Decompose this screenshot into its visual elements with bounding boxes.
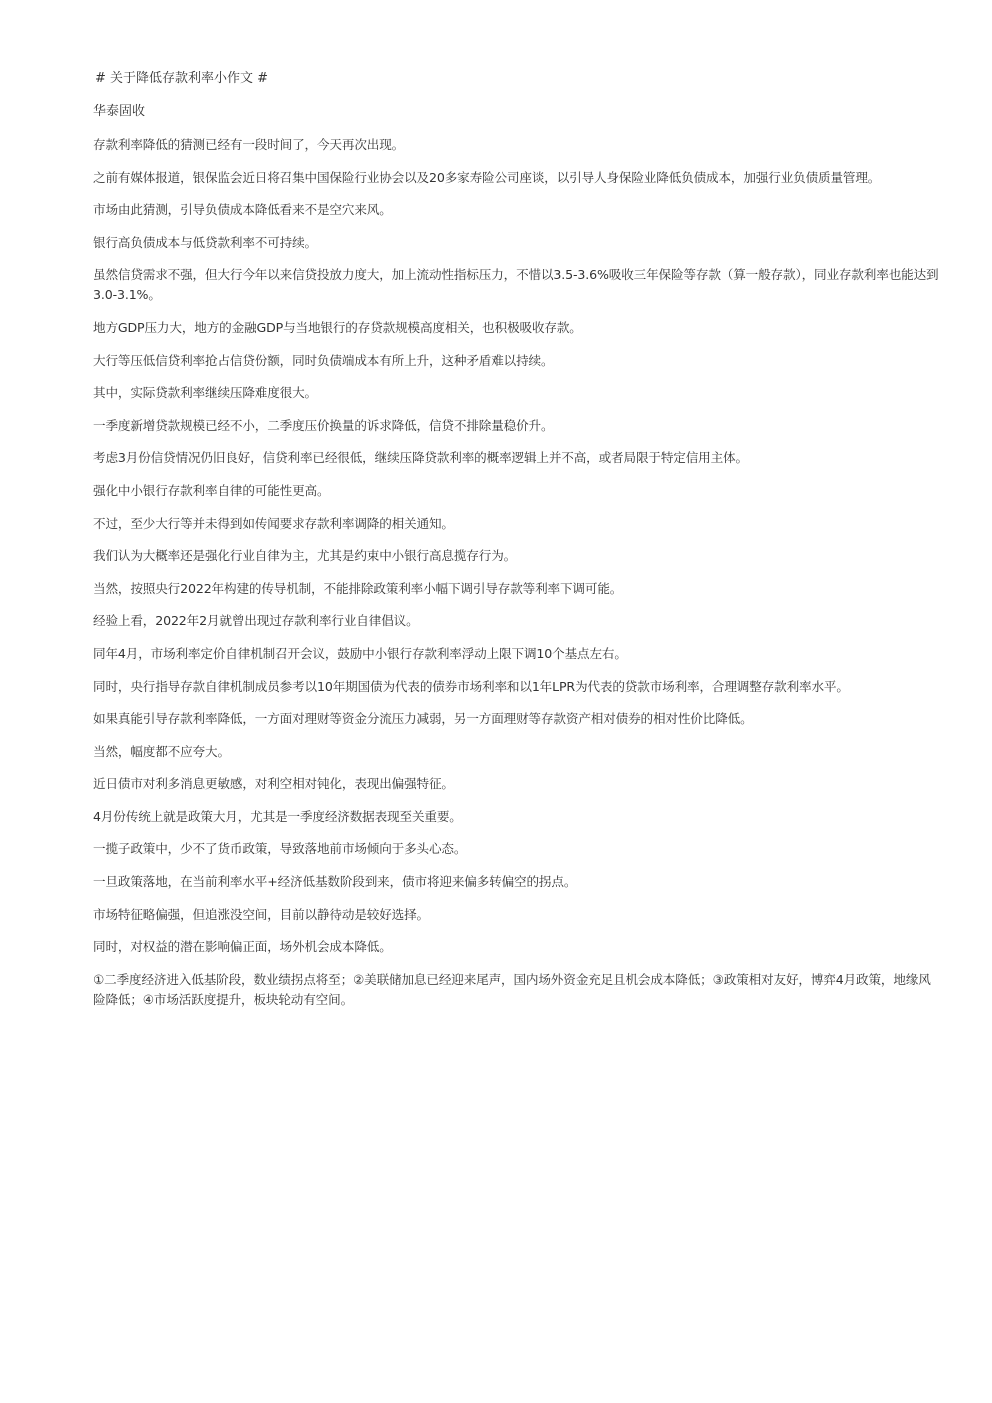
paragraph: 不过，至少大行等并未得到如传闻要求存款利率调降的相关通知。 (93, 515, 454, 531)
paragraph: 同时，央行指导存款自律机制成员参考以10年期国债为代表的债券市场利率和以1年LPR为代表的贷款市场利率，合理调整存款利率水平。 (93, 678, 849, 694)
paragraph: 近日债市对利多消息更敏感，对利空相对钝化，表现出偏强特征。 (93, 776, 454, 792)
paragraph: 地方GDP压力大，地方的金融GDP与当地银行的存贷款规模高度相关，也积极吸收存款。 (93, 319, 582, 335)
paragraph: 我们认为大概率还是强化行业自律为主，尤其是约束中小银行高息揽存行为。 (93, 548, 517, 564)
paragraph: ①二季度经济进入低基阶段，数业绩拐点将至；②美联储加息已经迎来尾声，国内场外资金充足且机会成本降低；③政策相对友好，博弈4月政策，地缘风险降低；④市场活跃度提升，板块轮动有空间。 (93, 971, 931, 1007)
document-author: 华泰固收 (93, 104, 146, 119)
paragraph: 一季度新增贷款规模已经不小，二季度压价换量的诉求降低，信贷不排除量稳价升。 (93, 417, 554, 433)
paragraph: 大行等压低信贷利率抢占信贷份额，同时负债端成本有所上升，这种矛盾难以持续。 (93, 352, 554, 368)
paragraph: 其中，实际贷款利率继续压降难度很大。 (93, 385, 317, 401)
paragraph: 银行高负债成本与低贷款利率不可持续。 (93, 234, 317, 250)
paragraph: 如果真能引导存款利率降低，一方面对理财等资金分流压力减弱，另一方面理财等存款资产相对债券的相对性价比降低。 (93, 711, 753, 727)
paragraph: 考虑3月份信贷情况仍旧良好，信贷利率已经很低，继续压降贷款利率的概率逻辑上并不高，或者局限于特定信用主体。 (93, 450, 748, 466)
paragraph: 强化中小银行存款利率自律的可能性更高。 (93, 482, 330, 498)
paragraph: 之前有媒体报道，银保监会近日将召集中国保险行业协会以及20多家寿险公司座谈，以引导人身保险业降低负债成本，加强行业负债质量管理。 (93, 169, 881, 185)
paragraph: 存款利率降低的猜测已经有一段时间了，今天再次出现。 (93, 137, 405, 152)
paragraph: 市场特征略偏强，但追涨没空间，目前以静待动是较好选择。 (93, 906, 429, 922)
paragraph: 同年4月，市场利率定价自律机制召开会议，鼓励中小银行存款利率浮动上限下调10个基点左右。 (93, 645, 627, 661)
paragraph: 经验上看，2022年2月就曾出现过存款利率行业自律倡议。 (93, 613, 419, 629)
paragraph: 一旦政策落地，在当前利率水平+经济低基数阶段到来，债市将迎来偏多转偏空的拐点。 (93, 874, 577, 890)
paragraph: 市场由此猜测，引导负债成本降低看来不是空穴来风。 (93, 202, 392, 218)
document-title: # 关于降低存款利率小作文 # (95, 71, 269, 86)
paragraph: 一揽子政策中，少不了货币政策，导致落地前市场倾向于多头心态。 (93, 841, 467, 857)
paragraph-list (93, 135, 943, 1010)
paragraph: 4月份传统上就是政策大月，尤其是一季度经济数据表现至关重要。 (93, 808, 462, 824)
paragraph: 虽然信贷需求不强，但大行今年以来信贷投放力度大，加上流动性指标压力，不惜以3.5-3.6%吸收三年保险等存款（算一般存款），同业存款利率也能达到3.0-3.1%。 (93, 267, 939, 303)
paragraph: 当然，幅度都不应夸大。 (93, 743, 230, 759)
paragraph: 当然，按照央行2022年构建的传导机制，不能排除政策利率小幅下调引导存款等利率下调可能。 (93, 580, 623, 596)
paragraph: 同时，对权益的潜在影响偏正面，场外机会成本降低。 (93, 939, 392, 955)
document-body (93, 70, 943, 1022)
